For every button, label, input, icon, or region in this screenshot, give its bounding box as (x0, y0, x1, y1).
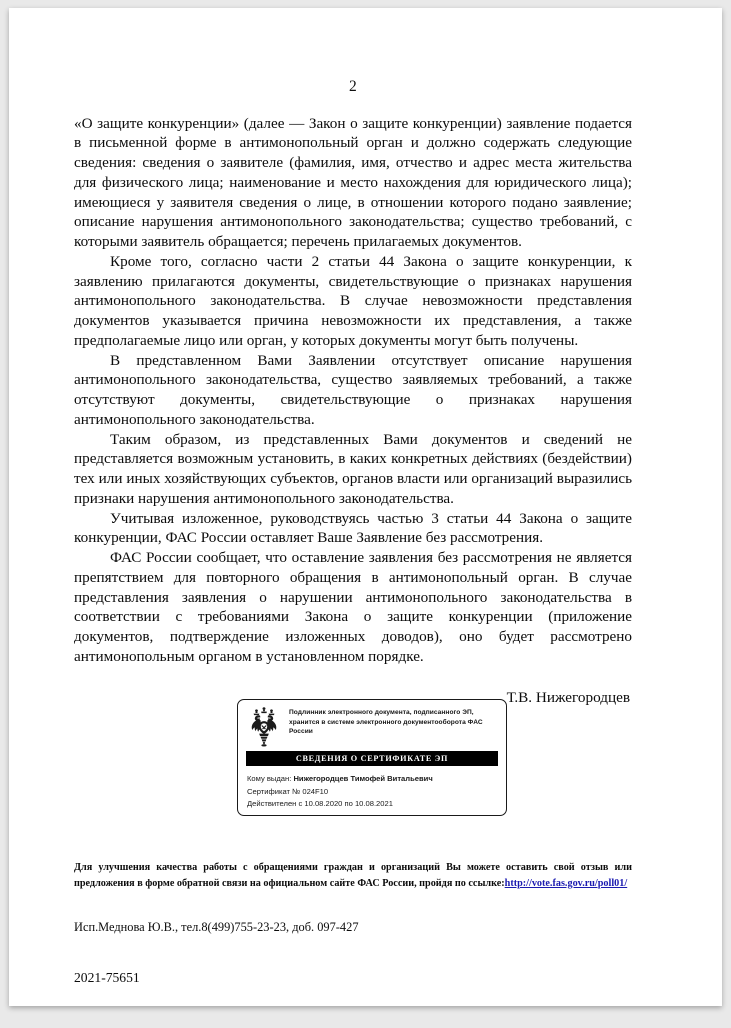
electronic-signature-stamp (237, 699, 507, 816)
feedback-survey-link[interactable]: http://vote.fas.gov.ru/poll01/ (504, 877, 628, 889)
stamp-header (246, 706, 498, 748)
paragraph-6: ФАС России сообщает, что оставление заявления без рассмотрения не является препятствием для повторного обращения в антимонопольный орган. В случае представления заявления о нарушении антимонопольного законодательства в соответствии с требованиями Закона о защите конкуренции (приложение документов, подтверждение изложенных доводов), оно будет рассмотрено антимонопольным органом в установленном порядке. (74, 549, 632, 665)
document-registration-number: 2021-75651 (74, 970, 140, 985)
document-page (9, 8, 722, 1006)
stamp-issued-to-value: Нижегородцев Тимофей Витальевич (293, 774, 433, 784)
page-number: 2 (349, 78, 357, 95)
document-body (74, 114, 632, 667)
paragraph-1: «О защите конкуренции» (далее — Закон о защите конкуренции) заявление подается в письменной форме в антимонопольный орган и должно содержать следующие сведения: сведения о заявителе (фамилия, имя, отчество и адрес места жительства для физического лица; наименование и место нахождения для юридического лица); имеющиеся у заявителя сведения о лице, в отношении которого подано заявление; описание нарушения антимонопольного законодательства; существо требований, с которыми заявитель обращается; перечень прилагаемых документов. (74, 114, 632, 250)
paragraph-4: Таким образом, из представленных Вами документов и сведений не представляется возможным установить, в каких конкретных действиях (бездействии) тех или иных хозяйствующих субъектов, органов власти или организаций выразились признаки нарушения антимонопольного законодательства. (74, 430, 632, 507)
stamp-issued-to-label: Кому выдан: (247, 774, 292, 784)
russian-coat-of-arms-icon (246, 706, 282, 748)
stamp-box (237, 699, 507, 816)
stamp-note-text: Подлинник электронного документа, подписанного ЭП, хранится в системе электронного документооборота ФАС России (289, 709, 483, 736)
stamp-certificate-number: Сертификат № 024F10 (247, 786, 329, 796)
paragraph-5: Учитывая изложенное, руководствуясь частью 3 статьи 44 Закона о защите конкуренции, ФАС России оставляет Ваше Заявление без рассмотрения. (74, 509, 632, 547)
paragraph-3: В представленном Вами Заявлении отсутствует описание нарушения антимонопольного законодательства, существо заявляемых требований, а также отсутствуют документы, свидетельствующие о признаках нарушения антимонопольного законодательства. (74, 351, 632, 428)
paragraph-2: Кроме того, согласно части 2 статьи 44 Закона о защите конкуренции, к заявлению прилагаются документы, свидетельствующие о признаках нарушения антимонопольного законодательства. В случае невозможности представления документов указывается причина невозможности их представления, а также предполагаемые лицо или орган, у которых документы могут быть получены. (74, 252, 632, 349)
feedback-footer-text: Для улучшения качества работы с обращениями граждан и организаций Вы можете оставить свой отзыв или предложения в форме обратной связи на официальном сайте ФАС России, пройдя по ссылке: (74, 862, 632, 889)
stamp-validity-period: Действителен с 10.08.2020 по 10.08.2021 (247, 798, 393, 808)
page-content-column (74, 8, 632, 707)
stamp-issued-to-row (247, 773, 498, 785)
signatory-name: Т.В. Нижегородцев (506, 688, 630, 706)
feedback-footer-note (74, 860, 632, 891)
stamp-certificate-details (246, 773, 498, 810)
executor-contact-line: Исп.Меднова Ю.В., тел.8(499)755-23-23, доб. 097-427 (74, 920, 359, 934)
stamp-banner-title: СВЕДЕНИЯ О СЕРТИФИКАТЕ ЭП (246, 751, 498, 766)
